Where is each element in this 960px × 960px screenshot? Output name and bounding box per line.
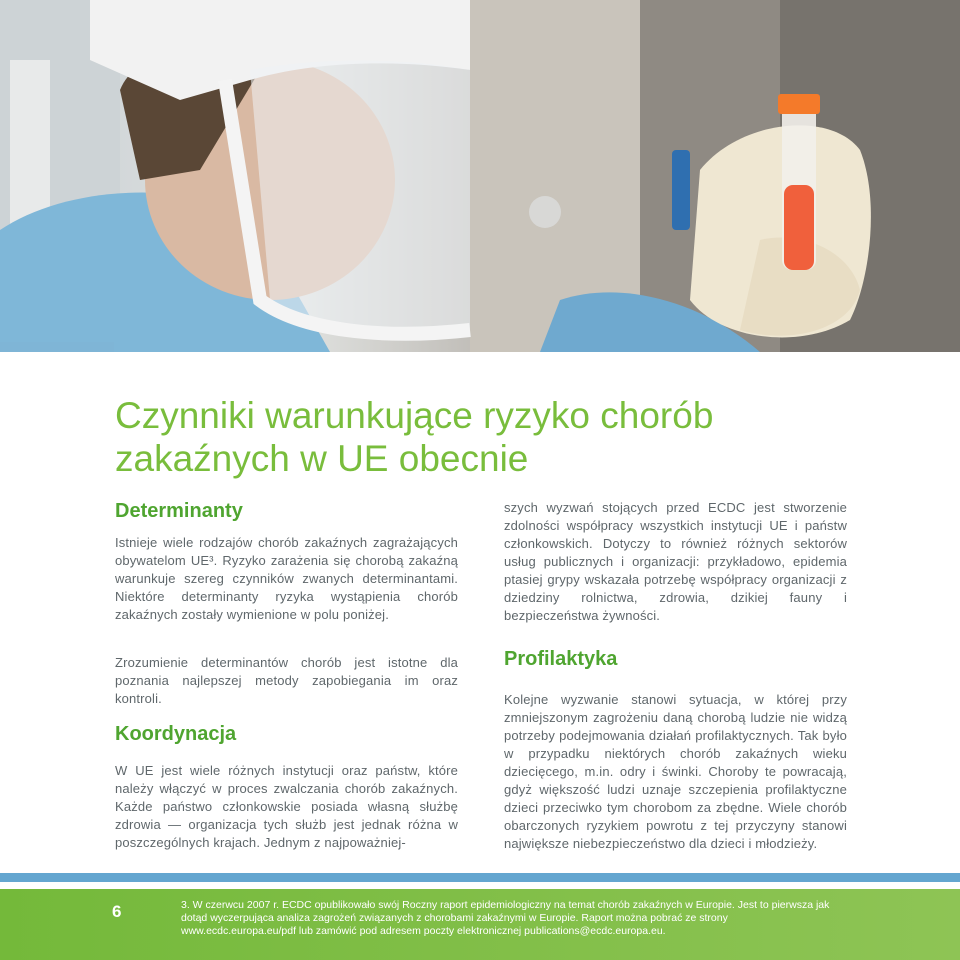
koordynacja-paragraph-2: szych wyzwań stojących przed ECDC jest stworzenie zdolności współpracy wszystkich instytucji UE i państw członkowskich. Dotyczy to również różnych sektorów usług publicznych i organizacji: przykładowo, epidemia ptasiej grypy wskazała potrzebę współpracy organizacji z dziedziny rolnictwa, zdrowia, dzikiej fauny i bezpieczeństwa żywności.: [504, 500, 847, 623]
page-number: 6: [112, 902, 122, 921]
footer-blue-bar: [0, 873, 960, 882]
koordynacja-paragraph-1: W UE jest wiele różnych instytucji oraz państw, które należy włączyć w proces zwalczania chorób zakaźnych. Każde państwo członkowskie posiada własną służbę zdrowia — organizacja tych służb jest jednak różna w poszczególnych krajach. Jednym z najpoważniej-: [115, 763, 458, 850]
profilaktyka-paragraph: Kolejne wyzwanie stanowi sytuacja, w której przy zmniejszonym zagrożeniu daną chorobą ludzie nie widzą potrzeby podejmowania działań profilaktycznych. Tak było w przypadku niektórych chorób zakaźnych wieku dziecięcego, m.in. odry i świnki. Choroby te powracają, gdyż większość ludzi uznaje szczepienia profilaktyczne dzieci przeciwko tym chorobom za zbędne. Wiele chorób obarczonych ryzykiem powrotu z tej przyczyny stanowi największe niebezpieczeństwo dla dzieci i młodzieży.: [504, 692, 847, 851]
page-title-line-2: zakaźnych w UE obecnie: [115, 438, 529, 479]
photo-accent-strip: [0, 342, 114, 352]
determinanty-paragraph-2: Zrozumienie determinantów chorób jest istotne dla poznania najlepszej metody zapobiegania im oraz kontroli.: [115, 655, 458, 706]
determinanty-paragraph-1: Istnieje wiele rodzajów chorób zakaźnych zagrażających obywatelom UE³. Ryzyko zarażenia się chorobą zakaźną warunkuje szereg czynników zwanych determinantami. Niektóre determinanty ryzyka wystąpienia chorób zakaźnych zostały wymienione w polu poniżej.: [115, 535, 458, 622]
lab-photo-illustration: [0, 0, 960, 352]
footnote: 3. W czerwcu 2007 r. ECDC opublikowało swój Roczny raport epidemiologiczny na temat chorób zakaźnych w Europie. Jest to pierwsza jak dotąd wyczerpująca analiza zagrożeń związanych z chorobami zakaźnymi w Europie. Raport można pobrać ze strony www.ecdc.europa.eu/pdf lub zamówić pod adresem poczty elektronicznej publications@ecdc.europa.eu.: [181, 899, 830, 937]
lab-photo: [0, 0, 960, 352]
heading-koordynacja: Koordynacja: [115, 723, 237, 745]
heading-determinanty: Determinanty: [115, 500, 243, 522]
heading-profilaktyka: Profilaktyka: [504, 648, 618, 670]
page-title-line-1: Czynniki warunkujące ryzyko chorób: [115, 395, 714, 436]
page-title: [115, 394, 835, 480]
